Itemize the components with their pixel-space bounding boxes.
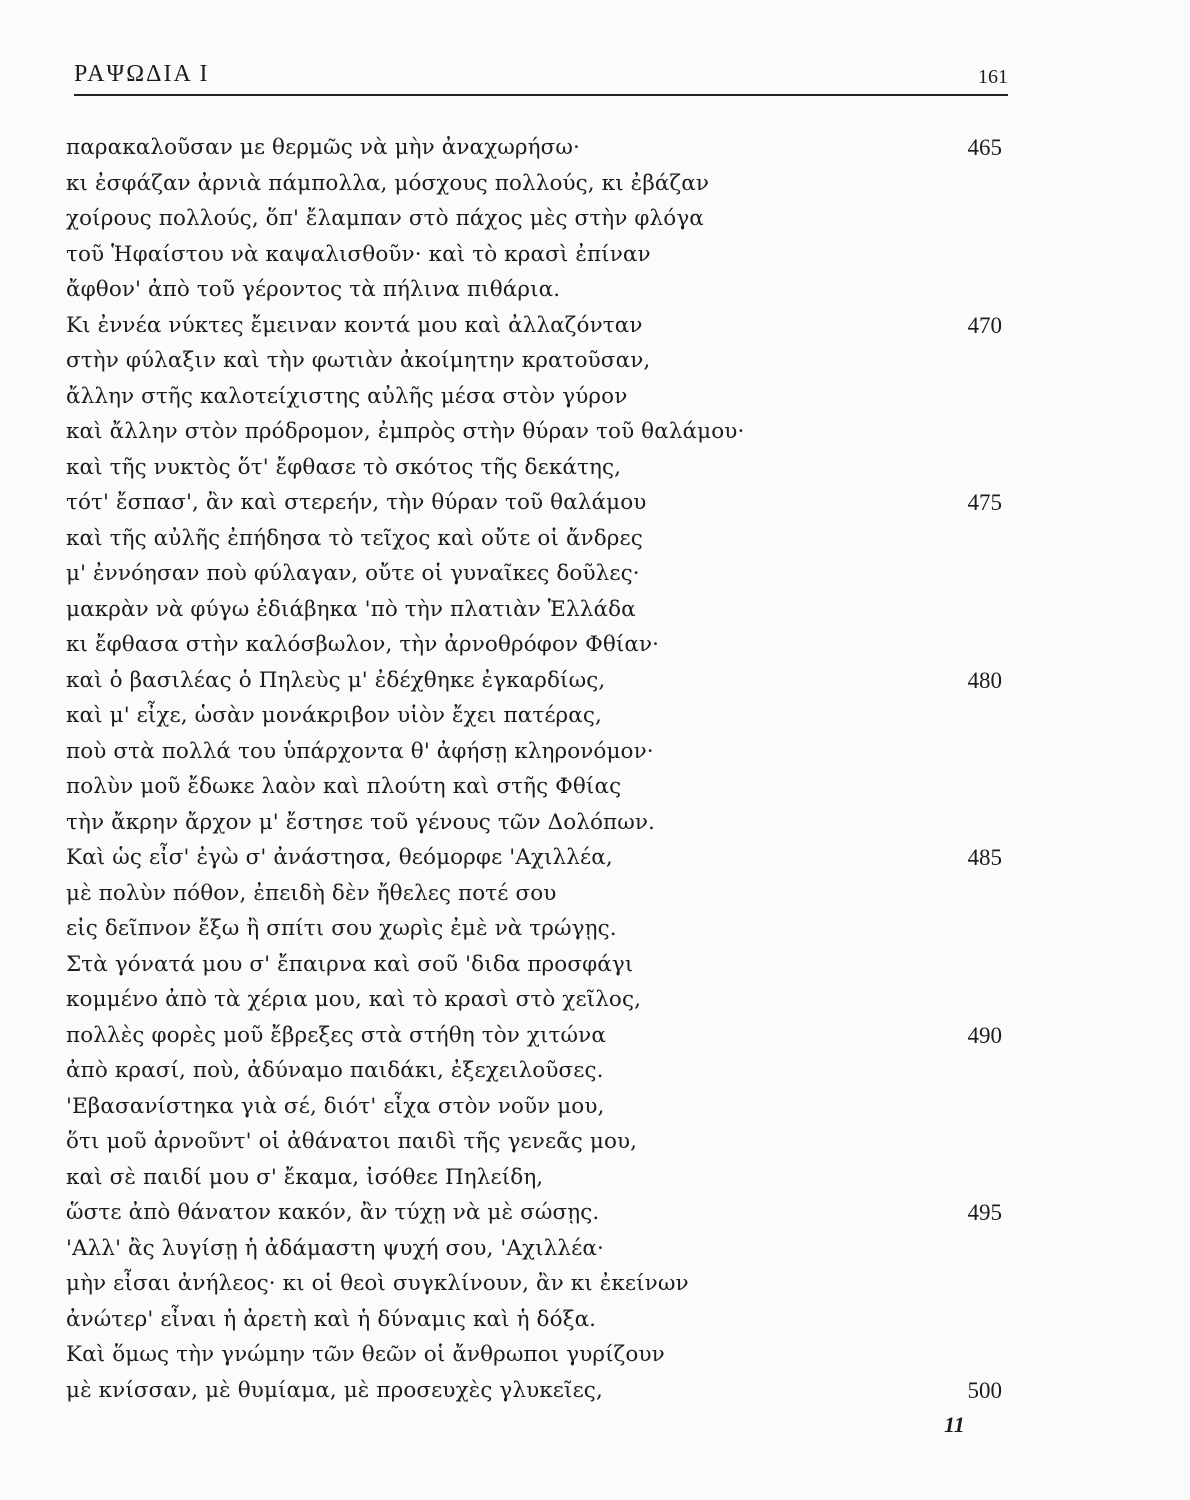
verse-text: ἀπὸ κρασί, ποὺ, ἀδύναμο παιδάκι, ἐξεχειλοῦσες. xyxy=(66,1058,604,1083)
running-title: ΡΑΨΩΔΙΑ Ι xyxy=(74,61,210,87)
line-number: 500 xyxy=(967,1377,1002,1403)
verse-text: παρακαλοῦσαν με θερμῶς νὰ μὴν ἀναχωρήσω· xyxy=(66,135,580,160)
verse-text: Κι ἐννέα νύκτες ἔμειναν κοντά μου καὶ ἀλλαζόνταν xyxy=(66,312,643,338)
verse-line xyxy=(66,592,1006,628)
verse-text: εἰς δεῖπνον ἔξω ἢ σπίτι σου χωρὶς ἐμὲ νὰ τρώγῃς. xyxy=(66,916,617,941)
verse-text: τοῦ Ἡφαίστου νὰ καψαλισθοῦν· καὶ τὸ κρασὶ ἐπίναν xyxy=(66,241,651,267)
verse-text: 'Αλλ' ἂς λυγίσῃ ἡ ἀδάμαστη ψυχή σου, 'Αχιλλέα· xyxy=(66,1235,604,1261)
verse-line xyxy=(66,663,1006,699)
verse-text: καὶ ἄλλην στὸν πρόδρομον, ἐμπρὸς στὴν θύραν τοῦ θαλάμου· xyxy=(66,419,745,444)
verse-text: Καὶ ὅμως τὴν γνώμην τῶν θεῶν οἱ ἄνθρωποι γυρίζουν xyxy=(66,1342,665,1367)
verse-text: 'Εβασανίστηκα γιὰ σέ, διότ' εἶχα στὸν νοῦν μου, xyxy=(66,1093,605,1119)
verse-text: Στὰ γόνατά μου σ' ἔπαιρνα καὶ σοῦ 'διδα προσφάγι xyxy=(66,951,634,977)
verse-line xyxy=(66,982,1006,1018)
verse-line xyxy=(66,1089,1006,1125)
verse-text: ἀνώτερ' εἶναι ἡ ἀρετὴ καὶ ἡ δύναμις καὶ ἡ δόξα. xyxy=(66,1306,597,1332)
verse-text: καὶ ὁ βασιλέας ὁ Πηλεὺς μ' ἐδέχθηκε ἐγκαρδίως, xyxy=(66,667,606,693)
verse-text: κομμένο ἀπὸ τὰ χέρια μου, καὶ τὸ κρασὶ στὸ χεῖλος, xyxy=(66,987,642,1012)
line-number: 470 xyxy=(967,312,1002,338)
verse-line xyxy=(66,911,1006,947)
verse-line xyxy=(66,698,1006,734)
page-number: 161 xyxy=(978,66,1008,88)
verse-text: μ' ἐννόησαν ποὺ φύλαγαν, οὔτε οἱ γυναῖκες δοῦλες· xyxy=(66,561,640,586)
verse-text: ἄφθον' ἀπὸ τοῦ γέροντος τὰ πήλινα πιθάρια. xyxy=(66,277,561,302)
line-number: 480 xyxy=(967,667,1002,693)
verse-text: ὅτι μοῦ ἀρνοῦντ' οἱ ἀθάνατοι παιδὶ τῆς γενεᾶς μου, xyxy=(66,1129,638,1154)
verse-line xyxy=(66,379,1006,415)
verse-line xyxy=(66,947,1006,983)
verse-text: μὲ πολὺν πόθον, ἐπειδὴ δὲν ἤθελες ποτέ σου xyxy=(66,880,557,906)
verse-text: καὶ τῆς αὐλῆς ἐπήδησα τὸ τεῖχος καὶ οὔτε οἱ ἄνδρες xyxy=(66,525,643,551)
verse-line xyxy=(66,556,1006,592)
verse-line xyxy=(66,166,1006,202)
verse-line xyxy=(66,627,1006,663)
running-head xyxy=(74,60,1008,96)
line-number: 485 xyxy=(967,845,1002,870)
verse-line xyxy=(66,201,1006,237)
verse-text: καὶ τῆς νυκτὸς ὅτ' ἔφθασε τὸ σκότος τῆς δεκάτης, xyxy=(66,454,622,480)
verse-line xyxy=(66,876,1006,912)
verse-line xyxy=(66,1373,1006,1409)
verse-line xyxy=(66,1124,1006,1160)
verse-line xyxy=(66,130,1006,166)
verse-line xyxy=(66,1337,1006,1373)
verse-line xyxy=(66,1018,1006,1054)
verse-text: στὴν φύλαξιν καὶ τὴν φωτιὰν ἀκοίμητην κρατοῦσαν, xyxy=(66,348,651,373)
verse-text: μὴν εἶσαι ἀνήλεος· κι οἱ θεοὶ συγκλίνουν, ἂν κι ἐκείνων xyxy=(66,1271,689,1296)
verse-text: καὶ σὲ παιδί μου σ' ἔκαμα, ἰσόθεε Πηλείδη, xyxy=(66,1164,544,1190)
verse-text: ὥστε ἀπὸ θάνατον κακόν, ἂν τύχῃ νὰ μὲ σώσῃς. xyxy=(66,1200,600,1225)
verse-text: πολὺν μοῦ ἔδωκε λαὸν καὶ πλούτη καὶ στῆς Φθίας xyxy=(66,774,622,799)
poem-lines xyxy=(66,130,1006,1420)
verse-line xyxy=(66,272,1006,308)
verse-text: κι ἐσφάζαν ἀρνιὰ πάμπολλα, μόσχους πολλούς, κι ἐβάζαν xyxy=(66,170,710,196)
verse-line xyxy=(66,1231,1006,1267)
verse-line xyxy=(66,450,1006,486)
verse-line xyxy=(66,1160,1006,1196)
verse-line xyxy=(66,308,1006,344)
verse-line xyxy=(66,1266,1006,1302)
verse-text: πολλὲς φορὲς μοῦ ἔβρεξες στὰ στήθη τὸν χιτώνα xyxy=(66,1022,606,1048)
verse-text: μὲ κνίσσαν, μὲ θυμίαμα, μὲ προσευχὲς γλυκεῖες, xyxy=(66,1377,603,1403)
verse-line xyxy=(66,521,1006,557)
line-number: 465 xyxy=(967,135,1002,160)
verse-text: κι ἔφθασα στὴν καλόσβωλον, τὴν ἀρνοθρόφον Φθίαν· xyxy=(66,632,660,657)
verse-line xyxy=(66,840,1006,876)
verse-line xyxy=(66,237,1006,273)
line-number: 490 xyxy=(967,1022,1002,1048)
verse-text: ποὺ στὰ πολλά του ὑπάρχοντα θ' ἀφήσῃ κληρονόμον· xyxy=(66,738,654,764)
verse-text: τότ' ἔσπασ', ἂν καὶ στερεήν, τὴν θύραν τοῦ θαλάμου xyxy=(66,490,647,515)
verse-line xyxy=(66,1302,1006,1338)
verse-text: Καὶ ὡς εἶσ' ἐγὼ σ' ἀνάστησα, θεόμορφε 'Αχιλλέα, xyxy=(66,845,613,870)
verse-line xyxy=(66,734,1006,770)
verse-line xyxy=(66,1195,1006,1231)
verse-line xyxy=(66,805,1006,841)
signature-mark: 11 xyxy=(944,1412,965,1437)
verse-line xyxy=(66,414,1006,450)
verse-text: καὶ μ' εἶχε, ὡσὰν μονάκριβον υἱὸν ἔχει πατέρας, xyxy=(66,703,602,728)
verse-text: τὴν ἄκρην ἄρχον μ' ἔστησε τοῦ γένους τῶν Δολόπων. xyxy=(66,809,655,835)
line-number: 495 xyxy=(967,1200,1002,1225)
verse-line xyxy=(66,769,1006,805)
verse-line xyxy=(66,1053,1006,1089)
verse-text: χοίρους πολλούς, ὅπ' ἔλαμπαν στὸ πάχος μὲς στὴν φλόγα xyxy=(66,206,704,231)
line-number: 475 xyxy=(967,490,1002,515)
verse-text: μακρὰν νὰ φύγω ἐδιάβηκα 'πὸ τὴν πλατιὰν Ἑλλάδα xyxy=(66,596,636,622)
verse-line xyxy=(66,343,1006,379)
verse-line xyxy=(66,485,1006,521)
verse-text: ἄλλην στῆς καλοτείχιστης αὐλῆς μέσα στὸν γύρον xyxy=(66,383,628,409)
